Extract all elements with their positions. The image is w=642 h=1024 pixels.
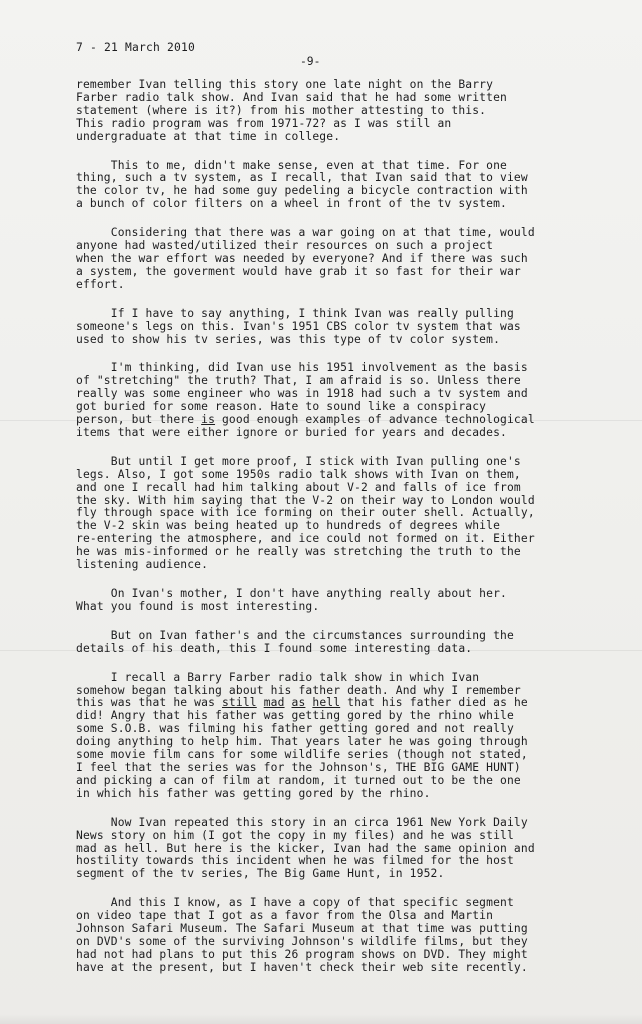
text-line: hostility towards this incident when he was filmed for the host <box>76 854 514 868</box>
text-line: somehow began talking about his father death. And why I remember <box>76 683 521 697</box>
text-line: he was mis-informed or he really was stretching the truth to the <box>76 545 521 559</box>
paragraph-1 <box>76 79 576 144</box>
text-line: this was that he was still mad as hell that his father died as he <box>76 696 528 710</box>
text-line: effort. <box>76 277 125 291</box>
text-line: I'm thinking, did Ivan use his 1951 involvement as the basis <box>76 361 528 375</box>
text-line: someone's legs on this. Ivan's 1951 CBS color tv system that was <box>76 319 521 333</box>
text-line: a bunch of color filters on a wheel in front of the tv system. <box>76 197 507 211</box>
text-line: have at the present, but I haven't check their web site recently. <box>76 960 528 974</box>
text-line: used to show his tv series, was this type of tv color system. <box>76 332 501 346</box>
text-line: What you found is most interesting. <box>76 599 320 613</box>
text-line: the V-2 skin was being heated up to hundreds of degrees while <box>76 519 501 533</box>
text-line: the color tv, he had some guy pedeling a bicycle contraction with <box>76 184 528 198</box>
text-line: remember Ivan telling this story one late night on the Barry <box>76 78 494 91</box>
text-line: some S.O.B. was filming his father getting gored and not really <box>76 722 514 736</box>
text-line: listening audience. <box>76 558 209 572</box>
paragraph-7 <box>76 588 576 614</box>
text-line: I recall a Barry Farber radio talk show in which Ivan <box>76 670 480 684</box>
text-line: had not had plans to put this 26 program shows on DVD. They might <box>76 947 528 961</box>
text-line: On Ivan's mother, I don't have anything really about her. <box>76 587 507 600</box>
document-date: 7 - 21 March 2010 <box>76 41 196 54</box>
document-body <box>76 79 576 991</box>
text-line: really was some engineer who was in 1918 had such a tv system and <box>76 387 528 401</box>
text-line: undergraduate at that time in college. <box>76 129 341 143</box>
text-line: mad as hell. But here is the kicker, Ivan had the same opinion and <box>76 841 535 855</box>
text-line: a system, the goverment would have grab it so fast for their war <box>76 264 521 278</box>
paragraph-5 <box>76 362 576 439</box>
paragraph-9 <box>76 672 576 801</box>
text-line: got buried for some reason. Hate to sound like a conspiracy <box>76 400 487 414</box>
text-line: in which his father was getting gored by the rhino. <box>76 786 431 800</box>
text-line: when the war effort was needed by everyone? And if there was such <box>76 251 528 265</box>
page-number: -9- <box>300 55 321 68</box>
text-line: Considering that there was a war going on at that time, would <box>76 226 535 240</box>
text-line: of "stretching" the truth? That, I am afraid is so. Unless there <box>76 374 521 388</box>
text-line: details of his death, this I found some interesting data. <box>76 641 473 655</box>
text-line: And this I know, as I have a copy of that specific segment <box>76 896 514 910</box>
text-line: statement (where is it?) from his mother attesting to this. <box>76 103 487 117</box>
text-line: Now Ivan repeated this story in an circa 1961 New York Daily <box>76 815 528 829</box>
text-line: thing, such a tv system, as I recall, that Ivan said that to view <box>76 171 528 185</box>
text-line: But until I get more proof, I stick with Ivan pulling one's <box>76 454 521 468</box>
text-line: on DVD's some of the surviving Johnson's wildlife films, but they <box>76 934 528 948</box>
text-line: But on Ivan father's and the circumstances surrounding the <box>76 628 514 642</box>
text-line: items that were either ignore or buried for years and decades. <box>76 425 507 439</box>
text-line: fly through space with ice forming on their outer shell. Actually, <box>76 506 535 520</box>
text-line: This to me, didn't make sense, even at that time. For one <box>76 158 507 172</box>
text-line: If I have to say anything, I think Ivan was really pulling <box>76 306 514 320</box>
paragraph-11 <box>76 897 576 974</box>
text-line: legs. Also, I got some 1950s radio talk shows with Ivan on them, <box>76 467 521 481</box>
text-line: and picking a can of film at random, it turned out to be the one <box>76 773 521 787</box>
text-line: News story on him (I got the copy in my files) and he was still <box>76 828 514 842</box>
text-line: This radio program was from 1971-72? as I was still an <box>76 116 452 130</box>
text-line: on video tape that I got as a favor from the Olsa and Martin <box>76 909 494 923</box>
paragraph-10 <box>76 817 576 882</box>
text-line: the sky. With him saying that the V-2 on their way to London would <box>76 493 535 507</box>
paragraph-3 <box>76 227 576 292</box>
page-bottom-edge <box>0 1014 642 1024</box>
text-line: some movie film cans for some wildlife series (though not stated, <box>76 748 528 762</box>
text-line: anyone had wasted/utilized their resources on such a project <box>76 239 494 253</box>
text-line: person, but there is good enough examples of advance technological <box>76 413 535 427</box>
text-line: Johnson Safari Museum. The Safari Museum at that time was putting <box>76 922 528 936</box>
text-line: doing anything to help him. That years later he was going through <box>76 735 528 749</box>
text-line: re-entering the atmosphere, and ice could not formed on it. Either <box>76 532 535 546</box>
text-line: and one I recall had him talking about V-2 and falls of ice from <box>76 480 521 494</box>
text-line: did! Angry that his father was getting gored by the rhino while <box>76 709 514 723</box>
text-line: I feel that the series was for the Johnson's, THE BIG GAME HUNT) <box>76 760 521 774</box>
paragraph-8 <box>76 630 576 656</box>
text-line: segment of the tv series, The Big Game Hunt, in 1952. <box>76 867 445 881</box>
paragraph-4 <box>76 308 576 347</box>
paragraph-6 <box>76 456 576 572</box>
paragraph-2 <box>76 160 576 212</box>
text-line: Farber radio talk show. And Ivan said that he had some written <box>76 90 507 104</box>
